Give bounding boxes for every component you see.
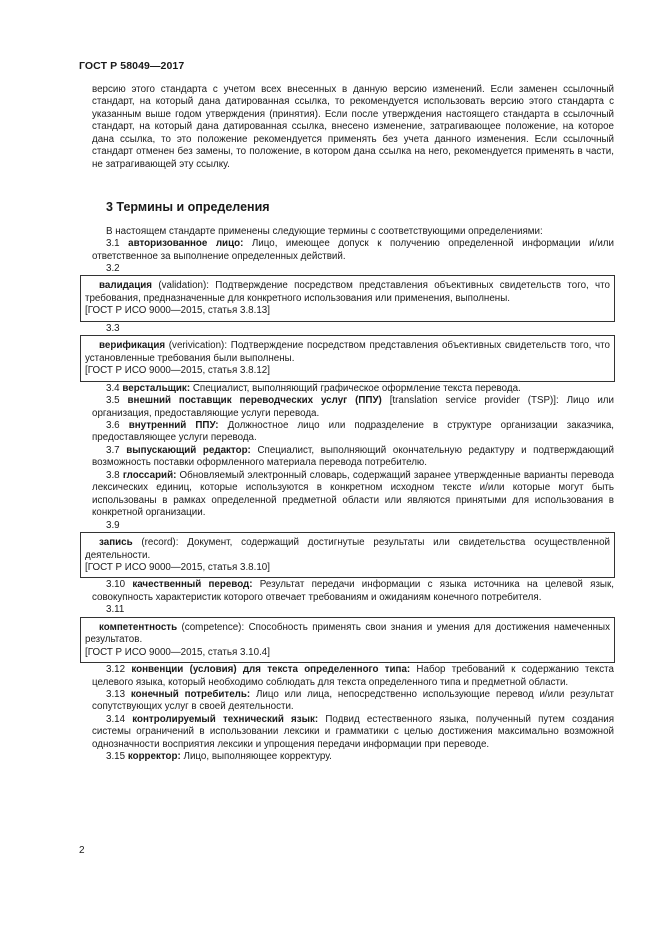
term-source-reference: [ГОСТ Р ИСО 9000—2015, статья 3.8.10] [85,561,270,573]
term-3-10 [92,579,614,604]
term-name: авторизованное лицо: [128,238,244,250]
term-name: компетентность [99,621,178,633]
term-number: 3.9 [106,519,120,531]
term-name: корректор: [127,751,181,763]
term-3-1 [92,238,614,263]
term-number: 3.5 [106,395,120,407]
intro-paragraph: версию этого стандарта с учетом всех внесенных в данную версию изменений. Если заменен ссылочный стандарт, на который дана датированная ссылка, то рекомендуется использовать версию этого стандарта с указанным выше годом утверждения (принятия). Если после утверждения настоящего стандарта в ссылочный стандарт, на который дана датированная ссылка, внесено изменение, затрагивающее положение, на которое дана ссылка, то это положение рекомендуется применять без учета данного изменения. Если ссылочный стандарт отменен без замены, то положение, в котором дана ссылка на него, рекомендуется применять в части, не затрагивающей эту ссылку. [92,84,614,170]
term-3-2-box [80,275,615,321]
term-name: контролируемый технический язык: [132,713,319,725]
term-3-15 [92,751,614,763]
section-lead: В настоящем стандарте применены следующие термины с соответствующими определениями: [106,225,543,237]
term-source-reference: [ГОСТ Р ИСО 9000—2015, статья 3.10.4] [85,646,270,658]
term-name: конвенции (условия) для текста определенного типа: [131,664,411,676]
term-name: внешний поставщик переводческих услуг (ППУ) [127,395,382,407]
term-number: 3.14 [106,713,126,725]
term-name: конечный потребитель: [130,689,251,701]
term-number: 3.12 [106,664,126,676]
term-source-reference: [ГОСТ Р ИСО 9000—2015, статья 3.8.12] [85,365,270,377]
term-name: верификация [99,340,166,352]
page-number: 2 [79,845,85,856]
term-number: 3.2 [106,262,120,274]
term-number: 3.11 [106,604,125,616]
term-3-3-box [80,335,615,381]
term-definition: Результат передачи информации с языка источника на целевой язык, совокупность характеристик которого отвечает требованиям и ожиданиям конечного потребителя. [92,579,614,603]
term-definition: Набор требований к содержанию текста целевого языка, который необходимо соблюдать для текста определенного типа и предметной области. [92,664,614,688]
term-definition: Подвид естественного языка, полученный путем создания системы ограничений в использовании лексики и грамматики с целью достижения максимально возможной однозначности восприятия лексики и упрощения передачи информации при переводе. [92,713,615,750]
term-number: 3.8 [106,469,120,481]
term-3-14 [92,714,614,751]
term-name: выпускающий редактор: [126,444,251,456]
term-3-12 [92,664,614,689]
term-3-6 [92,420,614,445]
term-name: глоссарий: [122,469,177,481]
term-name: качественный перевод: [132,579,253,591]
term-3-5 [92,395,614,420]
term-definition: Специалист, выполняющий окончательную редактуру и подтверждающий возможность поставки оформленного материала перевода потребителю. [92,444,614,469]
term-number: 3.7 [106,444,120,456]
term-name: внутренний ППУ: [128,419,219,431]
page-content [85,84,615,764]
term-number: 3.10 [106,579,126,591]
term-definition: Лицо, выполняющее корректуру. [180,751,332,763]
term-definition: (verivication): Подтверждение посредством представления объективных свидетельств того, что установленные требования были выполнены. [85,340,610,364]
term-3-13 [92,689,614,714]
term-number: 3.1 [106,238,120,250]
term-definition: (record): Документ, содержащий достигнутые результаты или свидетельства осуществленной деятельности. [85,537,610,561]
term-number: 3.15 [106,751,126,763]
term-source-reference: [ГОСТ Р ИСО 9000—2015, статья 3.8.13] [85,305,270,317]
term-name: валидация [99,280,153,292]
section-heading: 3 Термины и определения [106,200,270,215]
term-number: 3.6 [106,419,120,431]
term-3-7 [92,445,614,470]
term-3-11-box [80,617,615,663]
term-name: запись [99,537,133,549]
term-3-9-box [80,532,615,578]
term-number: 3.4 [106,382,120,394]
term-definition: Специалист, выполняющий графическое оформление текста перевода. [190,382,521,394]
term-definition: Обновляемый электронный словарь, содержащий заранее утвержденные варианты перевода лексических единиц, которые используются в конкретном исходном тексте и/или которые могут быть использованы в рамках определенной предметной области или являются принятыми для использования в конкретной организации. [92,469,614,519]
term-3-4 [92,383,614,395]
standard-header: ГОСТ Р 58049—2017 [79,60,185,72]
term-definition: Должностное лицо или подразделение в структуре организации заказчика, предоставляющее услуги перевода. [92,419,614,444]
term-definition: (competence): Способность применять свои знания и умения для достижения намеченных результатов. [85,621,610,646]
term-3-8 [92,470,614,520]
term-definition: Лицо, имеющее допуск к получению определенной информации и/или ответственное за выполнение определенных действий. [92,238,614,262]
term-name: верстальщик: [122,382,191,394]
term-number: 3.13 [106,689,126,701]
term-number: 3.3 [106,322,120,334]
term-definition: [translation service provider (TSP)]: Лицо или организация, предоставляющие услуги перевода. [92,395,614,419]
term-definition: Лицо или лица, непосредственно использующие перевод и/или результат сопутствующих услуг в своей деятельности. [92,689,615,713]
term-definition: (validation): Подтверждение посредством представления объективных свидетельств того, что требования, предназначенные для конкретного использования или применения, выполнены. [85,280,610,304]
